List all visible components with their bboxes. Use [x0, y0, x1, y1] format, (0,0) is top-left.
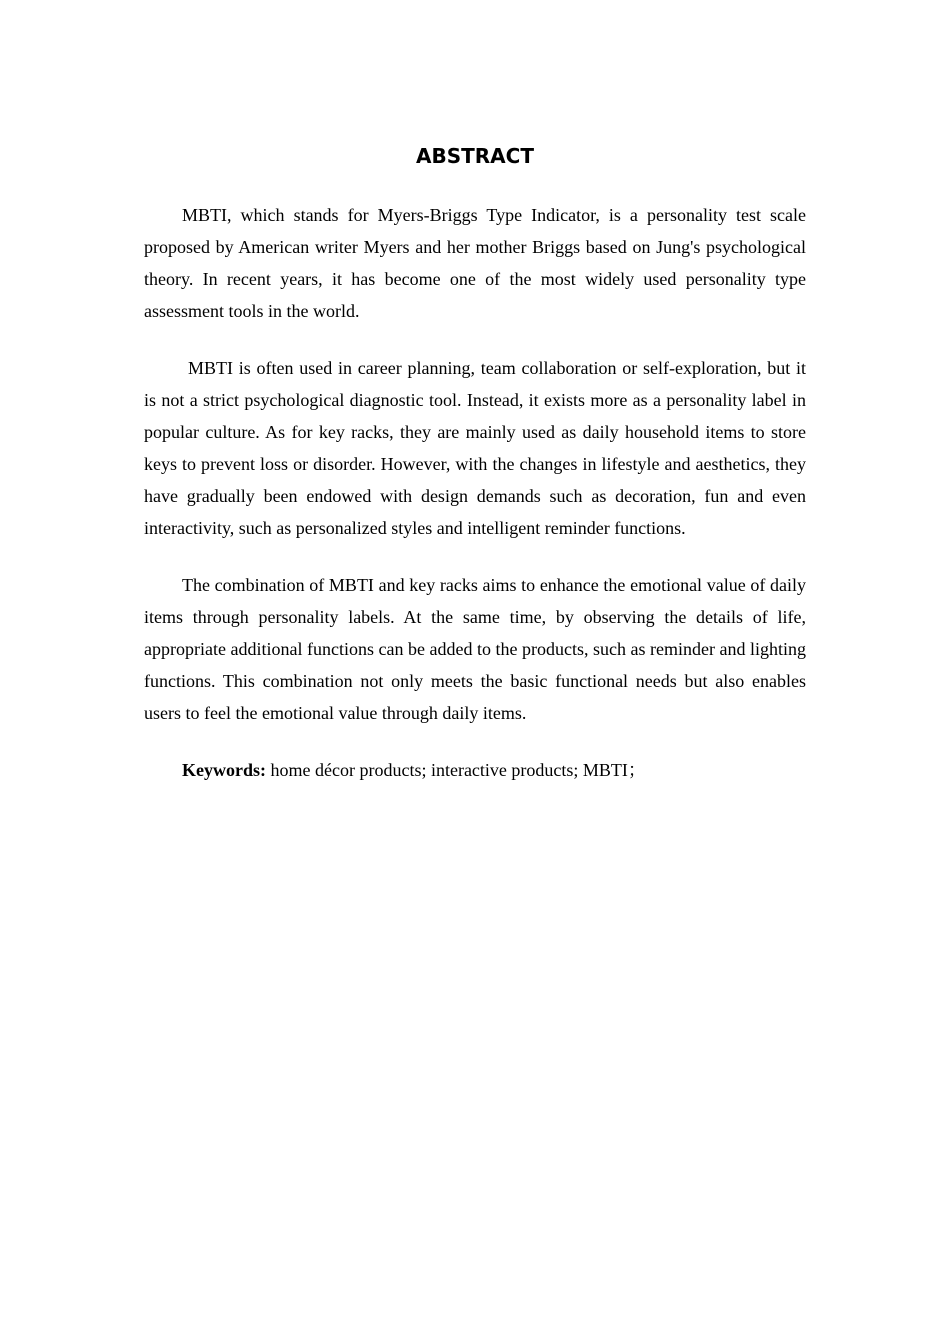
keywords-line: [144, 754, 806, 786]
abstract-title: ABSTRACT: [416, 144, 534, 168]
keywords-label: Keywords:: [182, 760, 266, 780]
keywords-text: home décor products; interactive products; MBTI；: [266, 760, 646, 780]
abstract-page: [144, 0, 806, 786]
abstract-paragraph-3: The combination of MBTI and key racks aims to enhance the emotional value of daily items through personality labels. At the same time, by observing the details of life, appropriate additional functions can be added to the products, such as reminder and lighting functions. This combination not only meets the basic functional needs but also enables users to feel the emotional value through daily items.: [144, 575, 806, 723]
abstract-paragraph-2: MBTI is often used in career planning, team collaboration or self-exploration, but it is not a strict psychological diagnostic tool. Instead, it exists more as a personality label in popular culture. As for key racks, they are mainly used as daily household items to store keys to prevent loss or disorder. However, with the changes in lifestyle and aesthetics, they have gradually been endowed with design demands such as decoration, fun and even interactivity, such as personalized styles and intelligent reminder functions.: [144, 358, 806, 538]
abstract-paragraph-1: MBTI, which stands for Myers-Briggs Type Indicator, is a personality test scale proposed by American writer Myers and her mother Briggs based on Jung's psychological theory. In recent years, it has become one of the most widely used personality type assessment tools in the world.: [144, 205, 806, 321]
